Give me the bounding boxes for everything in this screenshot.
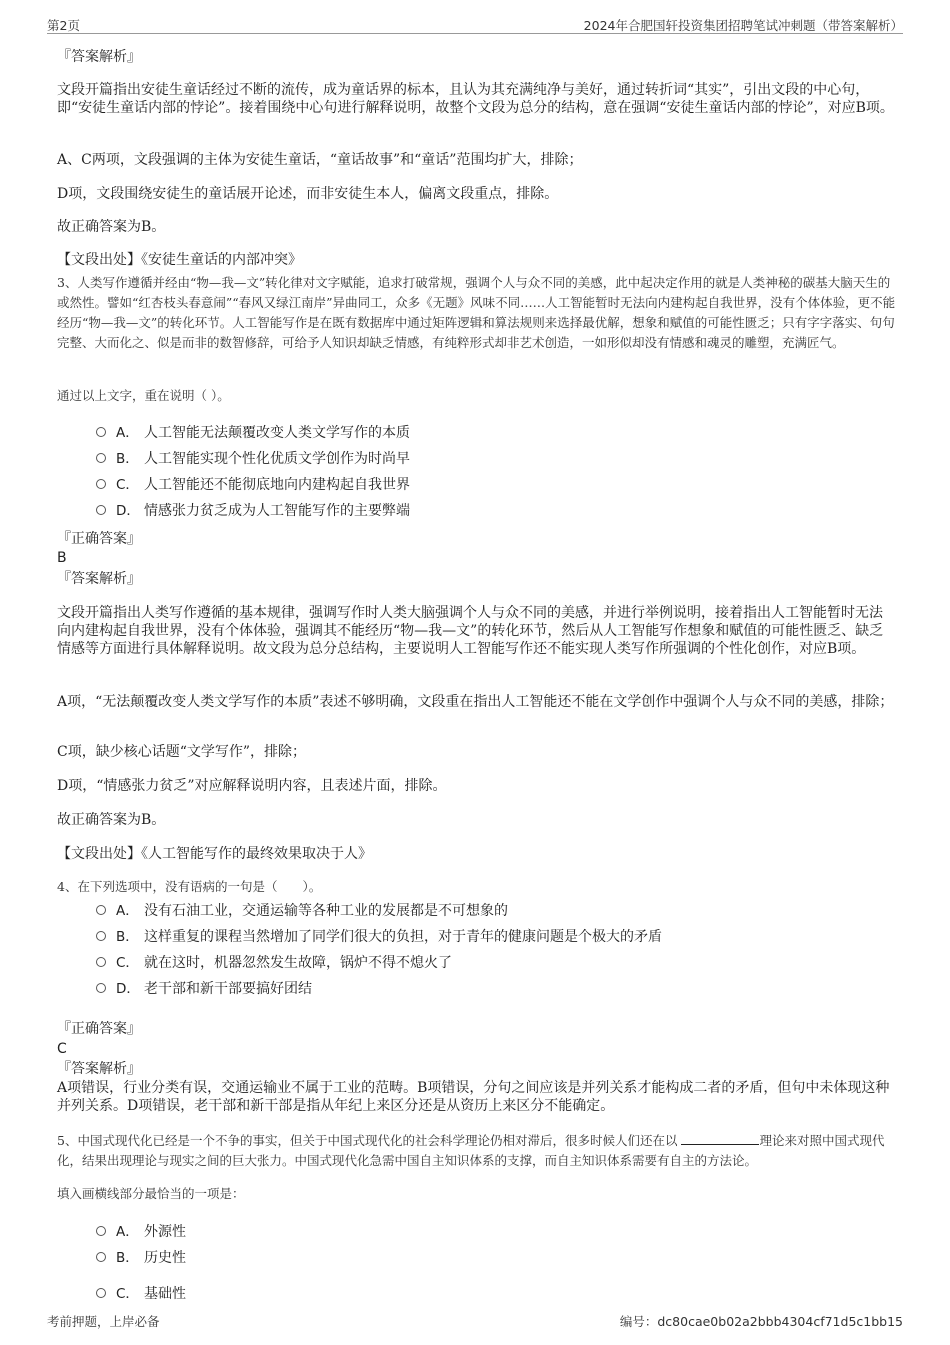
q3-analysis-label: 『答案解析』 [57,571,141,587]
q4-answer-label: 『正确答案』 [57,1021,141,1037]
q3-answer: B [57,550,67,566]
q4-stem: 4、在下列选项中，没有语病的一句是（ ）。 [57,879,322,894]
q3-source: 【文段出处】《人工智能写作的最终效果取决于人》 [57,846,372,862]
q4-option-b[interactable] [96,928,662,946]
radio-icon[interactable] [96,479,106,489]
q4-answer: C [57,1041,67,1057]
q5-question: 填入画横线部分最恰当的一项是： [57,1186,245,1201]
radio-icon[interactable] [96,957,106,967]
option-key: A． [116,1224,139,1240]
q3-answer-label: 『正确答案』 [57,531,141,547]
q5-stem [57,1131,897,1171]
radio-icon[interactable] [96,1226,106,1236]
page-header [47,16,903,34]
option-key: D． [116,981,140,997]
option-key: D． [116,503,140,519]
radio-icon[interactable] [96,427,106,437]
q2-analysis-p3: D项，文段围绕安徒生的童话展开论述，而非安徒生本人，偏离文段重点，排除。 [57,186,559,202]
q3-option-b[interactable] [96,450,410,468]
q4-analysis-label: 『答案解析』 [57,1061,141,1077]
option-key: C． [116,477,139,493]
radio-icon[interactable] [96,905,106,915]
option-text: 外源性 [144,1224,186,1240]
q3-analysis-p5: 故正确答案为B。 [57,812,166,828]
q4-option-d[interactable] [96,980,312,998]
radio-icon[interactable] [96,1288,106,1298]
q3-analysis-p2: A项，“无法颠覆改变人类文学写作的本质”表述不够明确，文段重在指出人工智能还不能在文学创作中强调个人与众不同的美感，排除； [57,694,894,710]
q2-analysis-label: 『答案解析』 [57,49,141,65]
option-key: B． [116,451,139,467]
option-key: A． [116,903,139,919]
q4-option-a[interactable] [96,902,508,920]
option-text: 没有石油工业，交通运输等各种工业的发展都是不可想象的 [144,903,508,919]
radio-icon[interactable] [96,931,106,941]
option-text: 就在这时，机器忽然发生故障，锅炉不得不熄火了 [144,955,452,971]
q3-option-d[interactable] [96,502,410,520]
fill-blank [681,1132,759,1145]
q2-analysis-p1: 文段开篇指出安徒生童话经过不断的流传，成为童话界的标本，且认为其充满纯净与美好，通过转折词“其实”，引出文段的中心句，即“安徒生童话内部的悖论”。接着围绕中心句进行解释说明，故整个文段为总分的结构，意在强调“安徒生童话内部的悖论”，对应B项。 [57,82,894,116]
radio-icon[interactable] [96,983,106,993]
q3-question: 通过以上文字，重在说明（ ）。 [57,388,230,403]
option-text: 基础性 [144,1286,186,1302]
option-key: B． [116,929,139,945]
footer-slogan: 考前押题，上岸必备 [47,1314,160,1329]
radio-icon[interactable] [96,453,106,463]
q5-option-a[interactable] [96,1223,186,1241]
q3-option-c[interactable] [96,476,410,494]
option-key: C． [116,955,139,971]
option-text: 情感张力贫乏成为人工智能写作的主要弊端 [144,503,410,519]
option-key: C． [116,1286,139,1302]
q5-stem-after: 理论来对照中国式现代化，结果出现理论与现实之间的巨大张力。中国式现代化急需中国自主知识体系的支撑，而自主知识体系需要有自主的方法论。 [57,1133,885,1168]
page-number: 第2页 [47,18,80,33]
option-text: 人工智能实现个性化优质文学创作为时尚早 [144,451,410,467]
radio-icon[interactable] [96,505,106,515]
footer-serial: 编号：dc80cae0b02a2bbb4304cf71d5c1bb15 [619,1314,903,1329]
option-key: A． [116,425,139,441]
q2-source: 【文段出处】《安徒生童话的内部冲突》 [57,252,302,268]
option-text: 人工智能无法颠覆改变人类文学写作的本质 [144,425,410,441]
q3-stem: 3、人类写作遵循并经由“物—我—文”转化律对文字赋能，追求打破常规，强调个人与众不同的美感，此中起决定作用的就是人类神秘的碳基大脑天生的或然性。譬如“红杏枝头春意闹”“春风又绿江南岸”异曲同工，众多《无题》风味不同……人工智能暂时无法向内建构起自我世界，没有个体体验，更不能经历“物—我—文”的转化环节。人工智能写作是在既有数据库中通过矩阵逻辑和算法规则来选择最优解，想象和赋值的可能性匮乏；只有字字落实、句句完整、大而化之、似是而非的数智修辞，可给予人知识却缺乏情感，有纯粹形式却非艺术创造，一如形似却没有情感和魂灵的雕塑，充满匠气。 [57,275,896,350]
option-key: B． [116,1250,139,1266]
q4-analysis-p1: A项错误，行业分类有误，交通运输业不属于工业的范畴。B项错误，分句之间应该是并列关系才能构成二者的矛盾，但句中未体现这种并列关系。D项错误，老干部和新干部是指从年纪上来区分还是从资历上来区分不能确定。 [57,1080,890,1114]
page-footer [47,1312,903,1330]
option-text: 这样重复的课程当然增加了同学们很大的负担，对于青年的健康问题是个极大的矛盾 [144,929,662,945]
option-text: 人工智能还不能彻底地向内建构起自我世界 [144,477,410,493]
q3-analysis-p1: 文段开篇指出人类写作遵循的基本规律，强调写作时人类大脑强调个人与众不同的美感，并进行举例说明，接着指出人工智能暂时无法向内建构起自我世界，没有个体体验，强调其不能经历“物—我—文”的转化环节，然后从人工智能写作想象和赋值的可能性匮乏、缺乏情感等方面进行具体解释说明。故文段为总分总结构，主要说明人工智能写作还不能实现人类写作所强调的个性化创作，对应B项。 [57,605,884,657]
q3-analysis-p4: D项，“情感张力贫乏”对应解释说明内容，且表述片面，排除。 [57,778,447,794]
radio-icon[interactable] [96,1252,106,1262]
q5-stem-before: 5、中国式现代化已经是一个不争的事实，但关于中国式现代化的社会科学理论仍相对滞后，很多时候人们还在以 [57,1133,678,1148]
document-title: 2024年合肥国轩投资集团招聘笔试冲刺题（带答案解析） [583,18,903,33]
q2-analysis-p2: A、C两项，文段强调的主体为安徒生童话，“童话故事”和“童话”范围均扩大，排除； [57,152,583,168]
q5-option-c[interactable] [96,1285,186,1303]
q3-analysis-p3: C项，缺少核心话题“文学写作”，排除； [57,744,307,760]
option-text: 历史性 [144,1250,186,1266]
q3-option-a[interactable] [96,424,410,442]
q5-option-b[interactable] [96,1249,186,1267]
option-text: 老干部和新干部要搞好团结 [144,981,312,997]
q4-option-c[interactable] [96,954,452,972]
q2-analysis-p4: 故正确答案为B。 [57,219,166,235]
